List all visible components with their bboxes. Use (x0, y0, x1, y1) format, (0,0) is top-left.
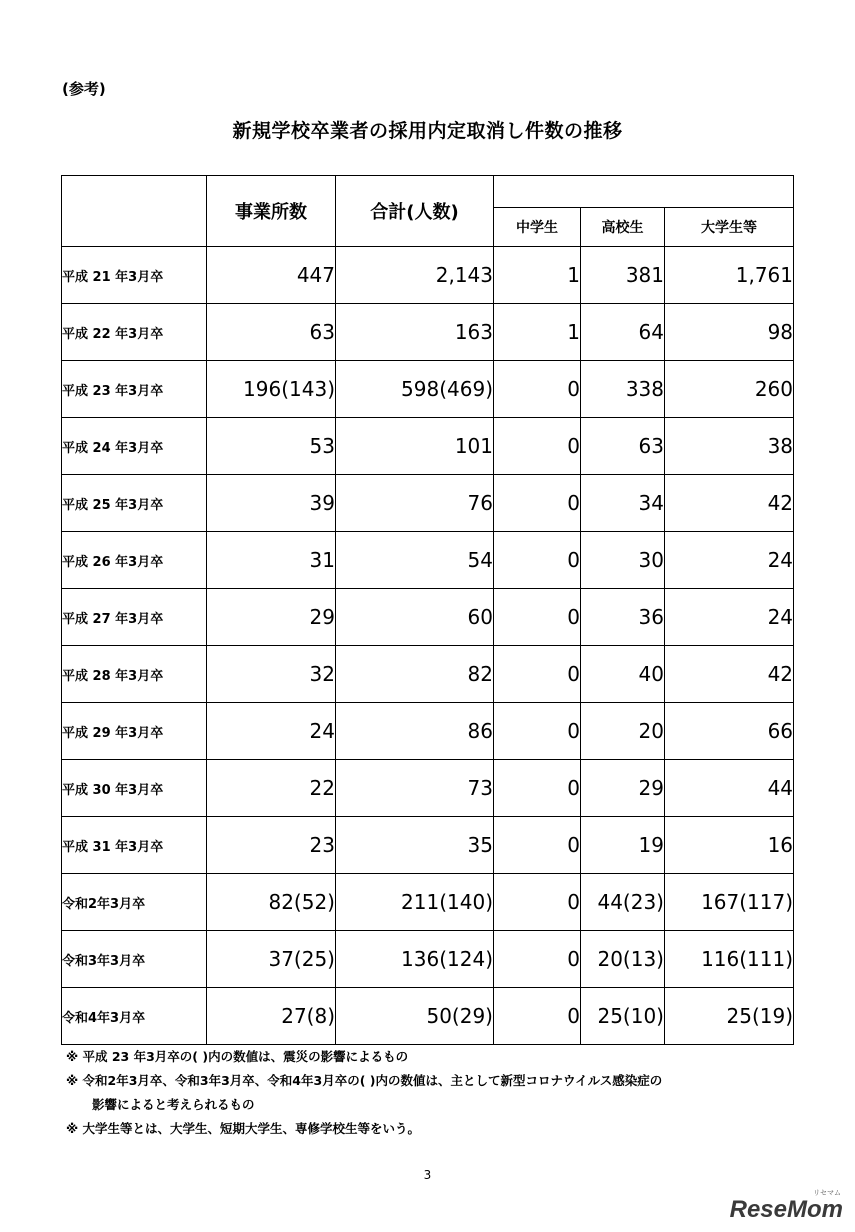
cell-university: 42 (665, 475, 794, 532)
cell-junior-high: 0 (494, 589, 581, 646)
cell-establishments: 63 (207, 304, 336, 361)
cell-university: 98 (665, 304, 794, 361)
cell-high-school: 25(10) (581, 988, 665, 1045)
row-label: 平成 27 年3月卒 (62, 589, 207, 646)
footnote-3: ※ 大学生等とは、大学生、短期大学生、専修学校生等をいう。 (66, 1121, 421, 1136)
cell-establishments: 24 (207, 703, 336, 760)
table-row (62, 931, 794, 988)
cell-junior-high: 0 (494, 475, 581, 532)
logo-text: ReseMom (729, 1196, 843, 1223)
footnote-2: ※ 令和2年3月卒、令和3年3月卒、令和4年3月卒の( )内の数値は、主として新型コロナウイルス感染症の (66, 1073, 663, 1088)
cell-establishments: 27(8) (207, 988, 336, 1045)
table-row (62, 646, 794, 703)
cell-university: 24 (665, 532, 794, 589)
row-label: 令和4年3月卒 (62, 988, 207, 1045)
cell-total: 211(140) (336, 874, 494, 931)
cell-total: 35 (336, 817, 494, 874)
row-label: 平成 21 年3月卒 (62, 247, 207, 304)
row-label: 平成 28 年3月卒 (62, 646, 207, 703)
cell-high-school: 63 (581, 418, 665, 475)
logo-subtext: リセマム (813, 1190, 841, 1197)
cell-high-school: 44(23) (581, 874, 665, 931)
cell-university: 24 (665, 589, 794, 646)
cell-establishments: 53 (207, 418, 336, 475)
row-label: 平成 23 年3月卒 (62, 361, 207, 418)
row-label: 平成 22 年3月卒 (62, 304, 207, 361)
header-university: 大学生等 (665, 208, 794, 247)
cell-university: 16 (665, 817, 794, 874)
cell-establishments: 31 (207, 532, 336, 589)
row-label: 平成 24 年3月卒 (62, 418, 207, 475)
row-label: 令和2年3月卒 (62, 874, 207, 931)
cell-junior-high: 0 (494, 418, 581, 475)
cell-establishments: 22 (207, 760, 336, 817)
cell-establishments: 23 (207, 817, 336, 874)
cell-establishments: 29 (207, 589, 336, 646)
cell-high-school: 19 (581, 817, 665, 874)
cell-establishments: 39 (207, 475, 336, 532)
cell-establishments: 37(25) (207, 931, 336, 988)
cell-university: 42 (665, 646, 794, 703)
header-group-blank (494, 176, 794, 208)
header-total: 合計(人数) (336, 176, 494, 247)
page-number: 3 (423, 1168, 432, 1182)
cell-junior-high: 1 (494, 304, 581, 361)
row-label: 平成 31 年3月卒 (62, 817, 207, 874)
cell-university: 260 (665, 361, 794, 418)
cell-university: 116(111) (665, 931, 794, 988)
page-title: 新規学校卒業者の採用内定取消し件数の推移 (232, 120, 623, 142)
cell-establishments: 82(52) (207, 874, 336, 931)
table-row (62, 760, 794, 817)
row-label: 平成 25 年3月卒 (62, 475, 207, 532)
cell-high-school: 64 (581, 304, 665, 361)
cell-establishments: 447 (207, 247, 336, 304)
cell-high-school: 338 (581, 361, 665, 418)
cell-total: 60 (336, 589, 494, 646)
cell-total: 76 (336, 475, 494, 532)
cell-total: 2,143 (336, 247, 494, 304)
cell-junior-high: 0 (494, 760, 581, 817)
table-row (62, 988, 794, 1045)
header-blank (62, 176, 207, 247)
footnote-2-continued: 影響によると考えられるもの (92, 1097, 255, 1112)
table-row (62, 532, 794, 589)
table-row (62, 817, 794, 874)
cell-total: 86 (336, 703, 494, 760)
cell-high-school: 36 (581, 589, 665, 646)
table-row (62, 874, 794, 931)
header-high-school: 高校生 (581, 208, 665, 247)
cell-total: 54 (336, 532, 494, 589)
cell-establishments: 196(143) (207, 361, 336, 418)
resemom-logo (729, 1190, 843, 1224)
cell-university: 1,761 (665, 247, 794, 304)
cell-junior-high: 1 (494, 247, 581, 304)
cell-university: 38 (665, 418, 794, 475)
row-label: 平成 30 年3月卒 (62, 760, 207, 817)
cell-junior-high: 0 (494, 703, 581, 760)
cell-university: 25(19) (665, 988, 794, 1045)
cell-total: 101 (336, 418, 494, 475)
cell-establishments: 32 (207, 646, 336, 703)
cell-high-school: 20 (581, 703, 665, 760)
row-label: 平成 29 年3月卒 (62, 703, 207, 760)
cell-total: 82 (336, 646, 494, 703)
cell-total: 73 (336, 760, 494, 817)
data-table (61, 175, 794, 1045)
cell-total: 136(124) (336, 931, 494, 988)
cell-high-school: 40 (581, 646, 665, 703)
cell-high-school: 29 (581, 760, 665, 817)
cell-high-school: 20(13) (581, 931, 665, 988)
table-row (62, 475, 794, 532)
table-row (62, 247, 794, 304)
cell-university: 66 (665, 703, 794, 760)
cell-high-school: 381 (581, 247, 665, 304)
table-row (62, 361, 794, 418)
cell-total: 598(469) (336, 361, 494, 418)
cell-junior-high: 0 (494, 532, 581, 589)
table-row (62, 703, 794, 760)
cell-junior-high: 0 (494, 874, 581, 931)
cell-junior-high: 0 (494, 646, 581, 703)
cell-university: 44 (665, 760, 794, 817)
cell-junior-high: 0 (494, 817, 581, 874)
cell-high-school: 30 (581, 532, 665, 589)
header-junior-high: 中学生 (494, 208, 581, 247)
cell-junior-high: 0 (494, 988, 581, 1045)
row-label: 平成 26 年3月卒 (62, 532, 207, 589)
row-label: 令和3年3月卒 (62, 931, 207, 988)
header-establishments: 事業所数 (207, 176, 336, 247)
cell-junior-high: 0 (494, 931, 581, 988)
table-row (62, 418, 794, 475)
cell-university: 167(117) (665, 874, 794, 931)
footnote-1: ※ 平成 23 年3月卒の( )内の数値は、震災の影響によるもの (66, 1049, 409, 1064)
reference-label: (参考) (62, 80, 106, 98)
cell-junior-high: 0 (494, 361, 581, 418)
table-row (62, 589, 794, 646)
cell-total: 163 (336, 304, 494, 361)
cell-total: 50(29) (336, 988, 494, 1045)
footnotes (66, 1045, 662, 1141)
cell-high-school: 34 (581, 475, 665, 532)
table-row (62, 304, 794, 361)
